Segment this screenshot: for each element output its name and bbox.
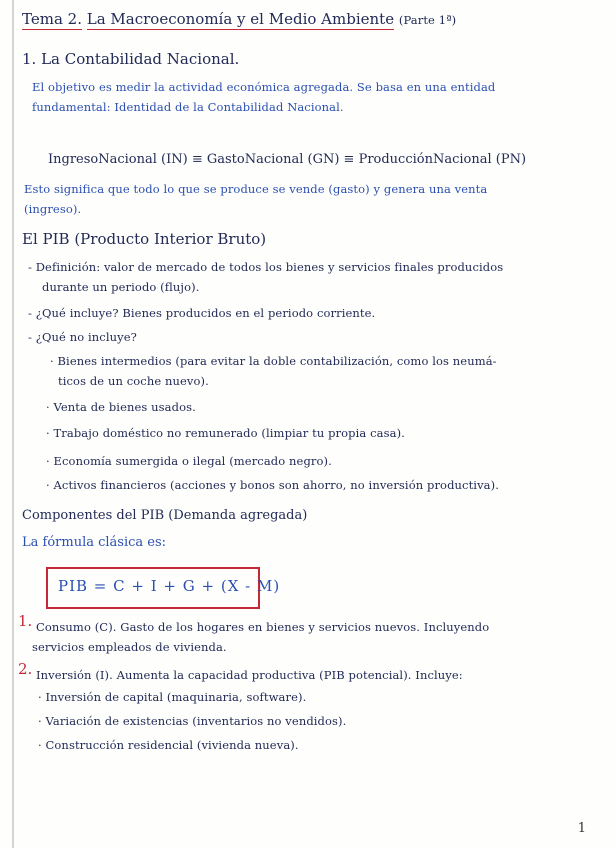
section1-paragraph-line2: fundamental: Identidad de la Contabilidad Nacional.: [32, 100, 344, 114]
margin-line: [12, 0, 14, 848]
list-item-2-number: 2.: [18, 660, 33, 678]
page-title: [22, 10, 456, 28]
section1-paragraph-line3: Esto significa que todo lo que se produce se vende (gasto) y genera una venta: [24, 182, 488, 196]
pib-excl-item5: · Activos financieros (acciones y bonos son ahorro, no inversión productiva).: [46, 478, 499, 492]
list-item-2-sub1: · Inversión de capital (maquinaria, software).: [38, 690, 307, 704]
pib-excl-item2: · Venta de bienes usados.: [46, 400, 196, 414]
section1-paragraph-line1: El objetivo es medir la actividad económica agregada. Se basa en una entidad: [32, 80, 496, 94]
formula-intro: La fórmula clásica es:: [22, 535, 167, 550]
list-item-1-line1: Consumo (C). Gasto de los hogares en bienes y servicios nuevos. Incluyendo: [36, 620, 490, 634]
pib-formula: PIB = C + I + G + (X - M): [58, 577, 281, 595]
pib-not-includes: - ¿Qué no incluye?: [28, 330, 137, 344]
section-heading-contabilidad: 1. La Contabilidad Nacional.: [22, 50, 240, 68]
title-main: La Macroeconomía y el Medio Ambiente: [86, 10, 395, 28]
title-prefix: Tema 2.: [22, 10, 82, 28]
pib-excl-item4: · Economía sumergida o ilegal (mercado negro).: [46, 454, 332, 468]
page-number: 1: [577, 821, 586, 836]
pib-definition-line2: durante un periodo (flujo).: [42, 280, 200, 294]
list-item-2-line1: Inversión (I). Aumenta la capacidad productiva (PIB potencial). Incluye:: [36, 668, 463, 682]
pib-definition-line1: - Definición: valor de mercado de todos los bienes y servicios finales producidos: [28, 260, 504, 274]
pib-excl-item1-line2: ticos de un coche nuevo).: [58, 374, 209, 388]
section1-paragraph-line4: (ingreso).: [24, 202, 82, 216]
pib-includes: - ¿Qué incluye? Bienes producidos en el periodo corriente.: [28, 306, 376, 320]
title-suffix: (Parte 1ª): [398, 13, 457, 27]
list-item-2-sub3: · Construcción residencial (vivienda nueva).: [38, 738, 299, 752]
list-item-1-line2: servicios empleados de vivienda.: [32, 640, 227, 654]
pib-excl-item1-line1: · Bienes intermedios (para evitar la doble contabilización, como los neumá-: [50, 354, 497, 368]
list-item-2-sub2: · Variación de existencias (inventarios no vendidos).: [38, 714, 347, 728]
list-item-1-number: 1.: [18, 612, 33, 630]
components-heading: Componentes del PIB (Demanda agregada): [22, 508, 308, 523]
pib-excl-item3: · Trabajo doméstico no remunerado (limpiar tu propia casa).: [46, 426, 405, 440]
identity-equation: IngresoNacional (IN) ≡ GastoNacional (GN) ≡ ProducciónNacional (PN): [48, 152, 527, 167]
pib-heading: El PIB (Producto Interior Bruto): [22, 230, 267, 248]
